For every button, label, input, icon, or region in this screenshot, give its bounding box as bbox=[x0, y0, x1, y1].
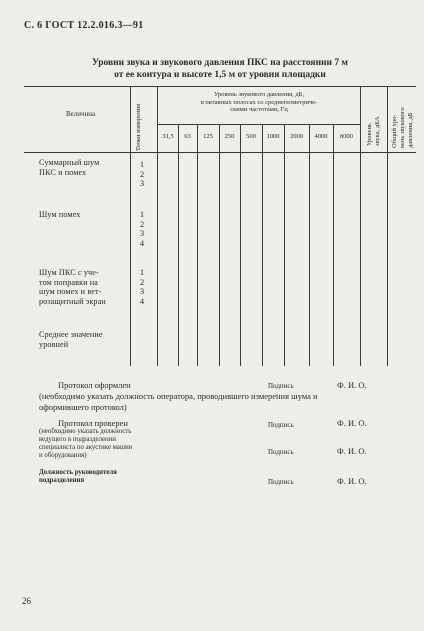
signature-label-2: Подпись bbox=[268, 421, 294, 429]
checked-note-line-2: ведущего в подразделении bbox=[39, 436, 116, 443]
row3-label-line-4: розащитный экран bbox=[39, 296, 106, 306]
table-title-line-2: от ее контура и высоте 1,5 м от уровня площадки bbox=[114, 70, 326, 80]
total-level-line-3: давления, дБ bbox=[407, 112, 414, 148]
row-label-average bbox=[39, 330, 103, 349]
signature-label-4: Подпись bbox=[268, 478, 294, 486]
row2-point: 3 bbox=[139, 228, 145, 238]
row2-points bbox=[136, 210, 148, 248]
freq-2000: 2000 bbox=[290, 133, 303, 140]
row1-point: 2 bbox=[139, 168, 145, 179]
row3-point: 2 bbox=[139, 276, 145, 287]
checked-note-line-4: и оборудования) bbox=[39, 452, 87, 459]
row1-point: 3 bbox=[139, 178, 145, 188]
row2-point: 4 bbox=[139, 237, 145, 248]
row3-label-line-1: Шум ПКС с уче- bbox=[39, 268, 99, 277]
row3-points bbox=[136, 268, 148, 306]
total-level-line-2: вень звукового bbox=[399, 107, 406, 148]
row-label-total-noise bbox=[39, 158, 99, 177]
row3-point: 3 bbox=[139, 286, 145, 296]
page-number: 26 bbox=[22, 596, 31, 606]
fio-label-1: Ф. И. О. bbox=[337, 380, 367, 390]
head-title-line-1: Должность руководителя bbox=[39, 469, 117, 476]
document-header: С. 6 ГОСТ 12.2.016.3—91 bbox=[24, 20, 144, 31]
protocol-checked-label: Протокол проверен bbox=[58, 418, 128, 428]
checked-note-line-3: специалиста по акустике машин bbox=[39, 444, 133, 451]
row-label-corrected-noise bbox=[39, 268, 106, 306]
row3-point: 1 bbox=[139, 267, 145, 277]
protocol-made-note-1: (необходимо указать должность оператора, проводившего измерения шума и bbox=[39, 391, 318, 401]
freq-63: 63 bbox=[184, 133, 191, 140]
total-level-line-1: Общий уро- bbox=[391, 114, 398, 148]
col-quantity-header: Величина bbox=[66, 110, 96, 118]
freq-125: 125 bbox=[203, 133, 213, 140]
spl-header-line-1: Уровень звукового давления, дБ, bbox=[213, 91, 305, 98]
freq-4000: 4000 bbox=[314, 133, 328, 140]
freq-1000: 1000 bbox=[266, 133, 280, 140]
sound-level-line-2: звука, дБА bbox=[374, 116, 381, 146]
row3-label-line-3: шум помех и вет- bbox=[39, 287, 102, 296]
sound-level-line-1: Уровень bbox=[366, 123, 373, 146]
col-spl-header bbox=[160, 91, 358, 114]
head-title-line-2: подразделения bbox=[39, 477, 85, 484]
spl-header-line-3: скими частотами, Гц bbox=[230, 106, 288, 113]
freq-250: 250 bbox=[224, 133, 235, 140]
signature-label-3: Подпись bbox=[268, 448, 294, 456]
row2-point: 2 bbox=[139, 218, 145, 229]
freq-31-5: 31,5 bbox=[162, 133, 174, 140]
row2-point: 1 bbox=[139, 209, 145, 219]
freq-500: 500 bbox=[246, 133, 256, 140]
row4-label-line-1: Среднее значение bbox=[39, 330, 103, 339]
spl-header-line-2: в октавных полосах со среднегеометриче- bbox=[200, 98, 318, 106]
row3-label-line-2: том поправки на bbox=[39, 277, 99, 287]
col-points-header: Точки измерения bbox=[135, 103, 142, 151]
fio-label-3: Ф. И. О. bbox=[337, 446, 367, 456]
row1-points bbox=[136, 160, 148, 189]
freq-8000: 8000 bbox=[340, 133, 353, 140]
row2-label-line-1: Шум помех bbox=[39, 210, 81, 219]
fio-label-2: Ф. И. О. bbox=[337, 418, 367, 428]
protocol-made-note-2: оформившего протокол) bbox=[39, 402, 127, 412]
fio-label-4: Ф. И. О. bbox=[337, 476, 367, 486]
row1-label-line-1: Суммарный шум bbox=[39, 158, 100, 167]
row4-label-line-2: уровней bbox=[39, 339, 69, 349]
row1-point: 1 bbox=[139, 159, 145, 169]
row-label-interference-noise bbox=[39, 210, 81, 220]
protocol-made-label: Протокол оформлен bbox=[58, 380, 131, 390]
signature-label-1: Подпись bbox=[268, 382, 294, 390]
row1-label-line-2: ПКС и помех bbox=[39, 167, 87, 177]
row3-point: 4 bbox=[139, 295, 145, 306]
checked-note-line-1: (необходимо указать должность bbox=[39, 428, 132, 435]
table-title-line-1: Уровни звука и звукового давления ПКС на расстоянии 7 м bbox=[92, 58, 348, 68]
